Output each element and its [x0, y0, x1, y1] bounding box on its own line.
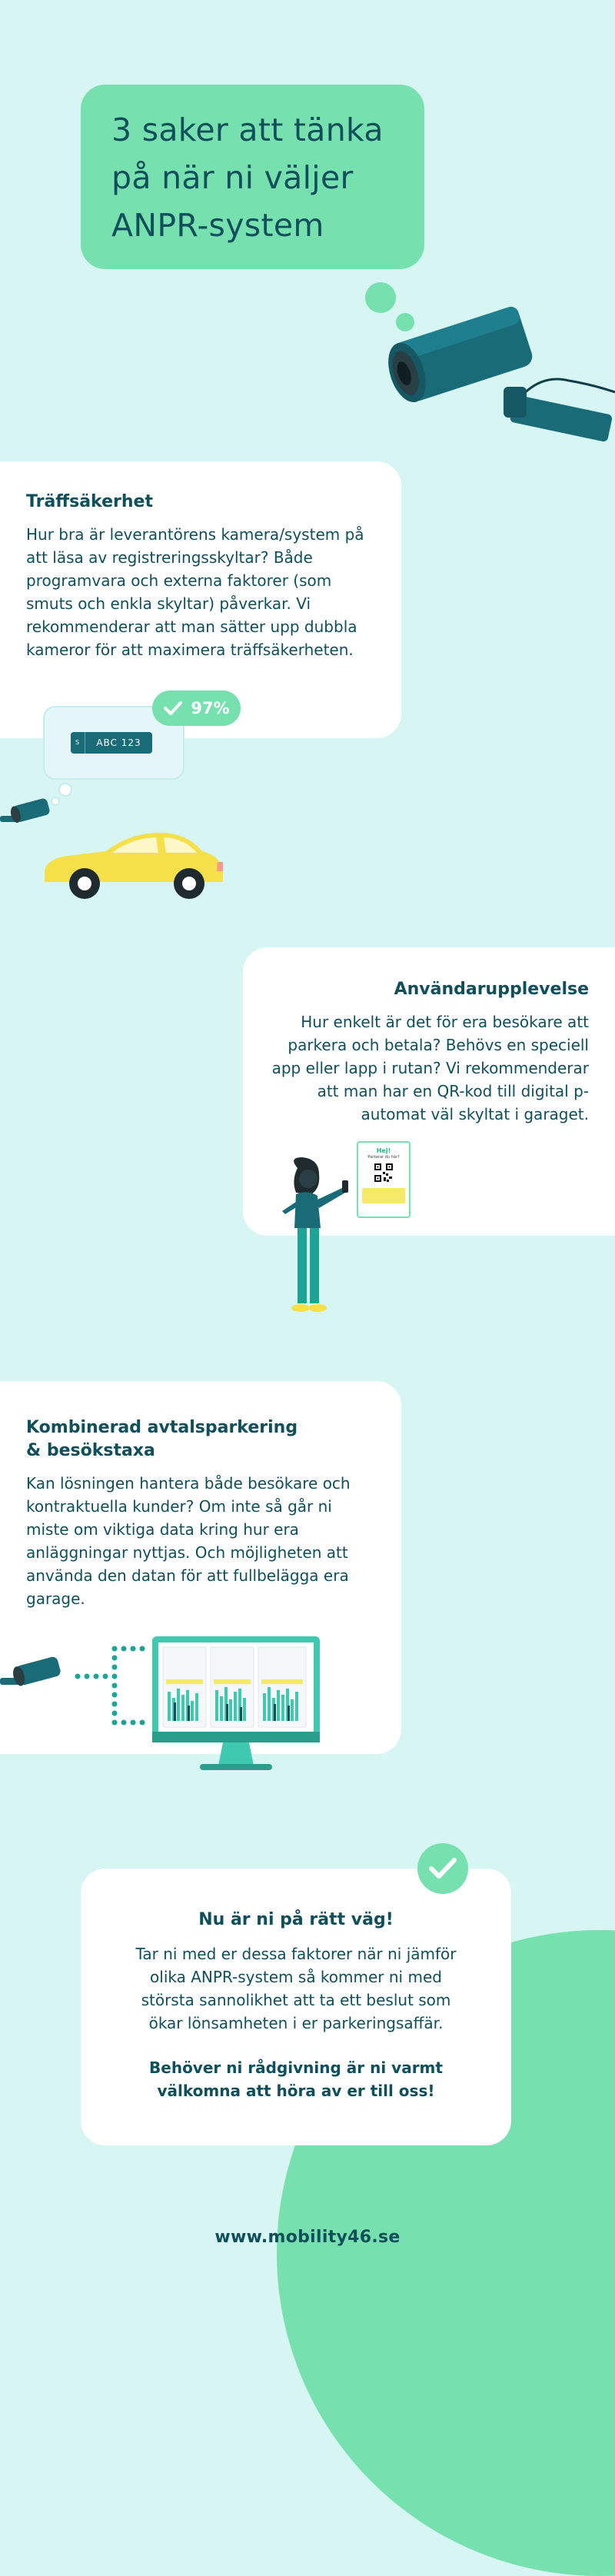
plate-number: ABC 123: [96, 737, 141, 748]
card-closing: [81, 1869, 511, 2145]
thought-tail-large: [58, 783, 72, 797]
hero-title-line-1: 3 saker att tänka: [111, 111, 384, 148]
license-plate: [71, 732, 152, 754]
hero-title-line-3: ANPR-system: [111, 207, 324, 244]
closing-heading: Nu är ni på rätt väg!: [198, 1910, 394, 1929]
sign-text: Parkerar du här?: [367, 1155, 400, 1160]
check-icon: [163, 701, 183, 716]
combined-parking-heading-line-1: Kombinerad avtalsparkering: [26, 1418, 298, 1437]
plate-country: S: [71, 732, 85, 754]
closing-body: Tar ni med er dessa faktorer när ni jämför olika ANPR-system så kommer ni med största sannolikhet att ta ett beslut som ökar lönsamheten i er parkeringsaffär.: [135, 1945, 457, 2032]
combined-parking-heading: [26, 1416, 375, 1463]
security-camera-small-icon: [0, 796, 54, 830]
combined-parking-body: Kan lösningen hantera både besökare och kontraktuella kunder? Om inte så går ni miste om viktiga data kring hur era anläggningar nyttjas. Och möjligheten att använda den datan för att fullbelägga era garage.: [26, 1474, 351, 1608]
accuracy-badge: [152, 691, 241, 726]
data-flow-connector: [73, 1644, 158, 1729]
hero-title: [111, 106, 394, 249]
accuracy-percent: 97%: [191, 699, 230, 717]
accuracy-body: Hur bra är leverantörens kamera/system på att läsa av registreringsskyltar? Både programvara och externa faktorer (som smuts och enkla skyltar) påverkar. Vi rekommenderar att man sätter upp dubbla kameror för att maximera träffsäkerheten.: [26, 525, 364, 659]
hero-title-line-2: på när ni väljer: [111, 159, 354, 196]
closing-cta: Behöver ni rådgivning är ni varmt välkomna att höra av er till oss!: [149, 2058, 443, 2100]
car-icon: [37, 827, 225, 904]
accuracy-heading: Träffsäkerhet: [26, 492, 153, 511]
hero-speech-bubble: [81, 85, 424, 269]
person-illustration: [265, 1157, 357, 1319]
computer-monitor-icon: [152, 1636, 320, 1773]
sign-greeting: Hej!: [376, 1147, 391, 1154]
success-check-badge: [417, 1843, 468, 1894]
qr-parking-sign: [357, 1141, 411, 1218]
sign-info-box: [362, 1188, 405, 1203]
website-url[interactable]: www.mobility46.se: [214, 2228, 401, 2247]
combined-parking-heading-line-2: & besökstaxa: [26, 1441, 155, 1460]
security-camera-small-icon: [0, 1655, 69, 1693]
qr-code-icon: [374, 1163, 394, 1183]
check-icon: [428, 1857, 457, 1880]
user-experience-heading: Användarupplevelse: [394, 980, 589, 999]
security-camera-icon: [369, 296, 615, 461]
user-experience-body: Hur enkelt är det för era besökare att parkera och betala? Behövs en speciell app eller lapp i rutan? Vi rekommenderar att man har en QR-kod till digital p-automat väl skyltat i garaget.: [271, 1013, 589, 1123]
